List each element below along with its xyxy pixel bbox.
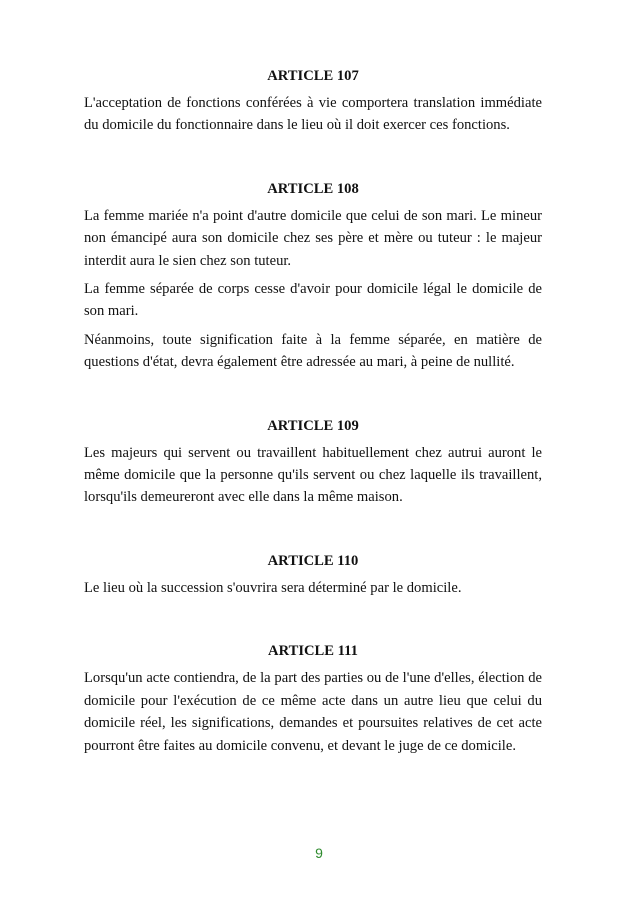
article-title: ARTICLE 110: [267, 552, 359, 569]
article-paragraph: Néanmoins, toute signification faite à la femme séparée, en matière de questions d'état, devra également être adressée au mari, à peine de nullité.: [84, 331, 542, 371]
section-spacer: [84, 380, 542, 416]
article-109: [84, 416, 542, 509]
article-paragraph: Le lieu où la succession s'ouvrira sera déterminé par le domicile.: [84, 579, 462, 596]
article-paragraph: Les majeurs qui servent ou travaillent habituellement chez autrui auront le même domicile que la personne qu'ils servent ou chez laquelle ils travaillent, lorsqu'ils demeureront avec elle dans la même maison.: [84, 444, 542, 506]
article-title: ARTICLE 109: [267, 417, 359, 434]
article-108: [84, 179, 542, 374]
section-spacer: [84, 605, 542, 641]
article-paragraph: L'acceptation de fonctions conférées à vie comportera translation immédiate du domicile du fonctionnaire dans le lieu où il doit exercer ces fonctions.: [84, 95, 542, 134]
page-number: 9: [315, 845, 323, 861]
article-title: ARTICLE 107: [267, 68, 359, 84]
article-title: ARTICLE 108: [267, 180, 359, 197]
article-111: [84, 641, 542, 757]
article-paragraph: La femme séparée de corps cesse d'avoir pour domicile légal le domicile de son mari.: [84, 281, 542, 320]
article-paragraph: Lorsqu'un acte contiendra, de la part des parties ou de l'une d'elles, élection de domicile pour l'exécution de ce même acte dans un autre lieu que celui du domicile réel, les significations, demandes et poursuites relatives de cet acte pourront être faites au domicile convenu, et devant le juge de ce domicile.: [84, 670, 542, 754]
section-spacer: [84, 143, 542, 179]
article-110: [84, 551, 542, 599]
document-page: [84, 66, 542, 763]
article-paragraph: La femme mariée n'a point d'autre domicile que celui de son mari. Le mineur non émancipé aura son domicile chez ses père et mère ou tuteur : le majeur interdit aura le sien chez son tuteur.: [84, 207, 542, 269]
section-spacer: [84, 515, 542, 551]
article-title: ARTICLE 111: [268, 643, 358, 660]
article-107: [84, 66, 542, 137]
